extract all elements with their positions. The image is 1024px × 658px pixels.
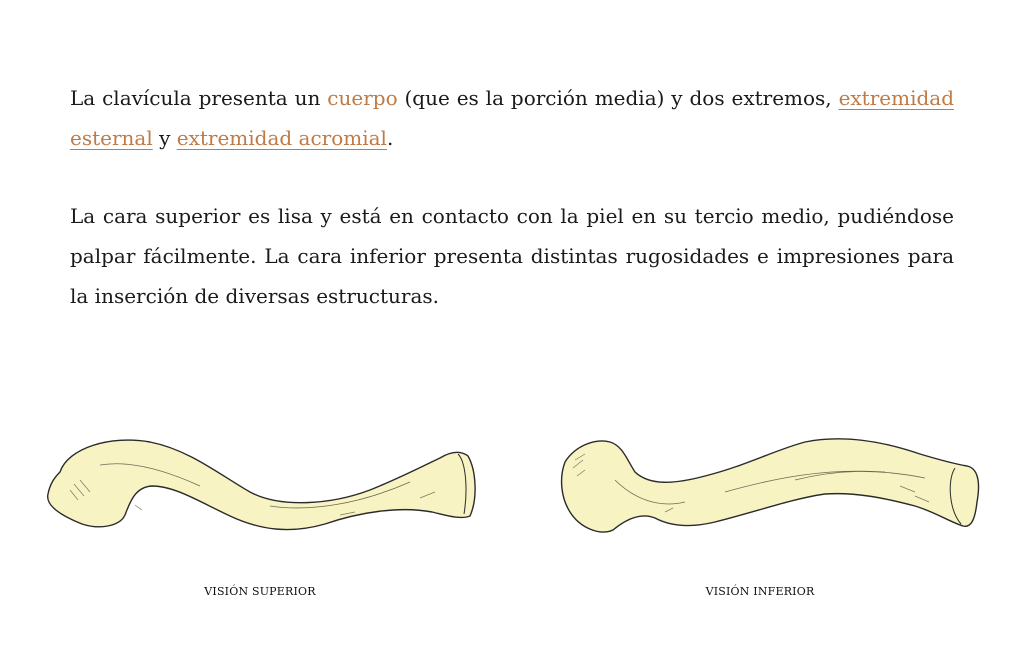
article-content	[70, 78, 954, 316]
paragraph-intro-text-a: La clavícula presenta un	[70, 86, 328, 110]
clavicle-superior-illustration	[40, 420, 490, 540]
figure-superior-view	[40, 420, 490, 620]
clavicle-inferior-illustration	[555, 420, 1005, 550]
clavicle-inferior-shape	[562, 439, 979, 532]
caption-superior: VISIÓN SUPERIOR	[204, 585, 316, 598]
paragraph-faces: La cara superior es lisa y está en contacto con la piel en su tercio medio, pudiéndose palpar fácilmente. La cara inferior presenta distintas rugosidades e impresiones para la inserción de diversas estructuras.	[70, 204, 954, 308]
caption-inferior: VISIÓN INFERIOR	[705, 585, 815, 598]
link-extremidad-esternal[interactable]: extremidad esternal	[70, 86, 955, 150]
paragraph-intro-text-c: y	[152, 126, 177, 150]
paragraph-intro-text-d: .	[386, 126, 394, 150]
term-cuerpo: cuerpo	[327, 86, 398, 110]
figure-inferior-view	[555, 420, 1005, 620]
link-extremidad-acromial[interactable]: extremidad acromial	[176, 126, 387, 150]
paragraph-intro-text-b: (que es la porción media) y dos extremos,	[397, 86, 839, 110]
paragraph-intro	[70, 78, 954, 158]
clavicle-superior-shape	[48, 440, 475, 529]
